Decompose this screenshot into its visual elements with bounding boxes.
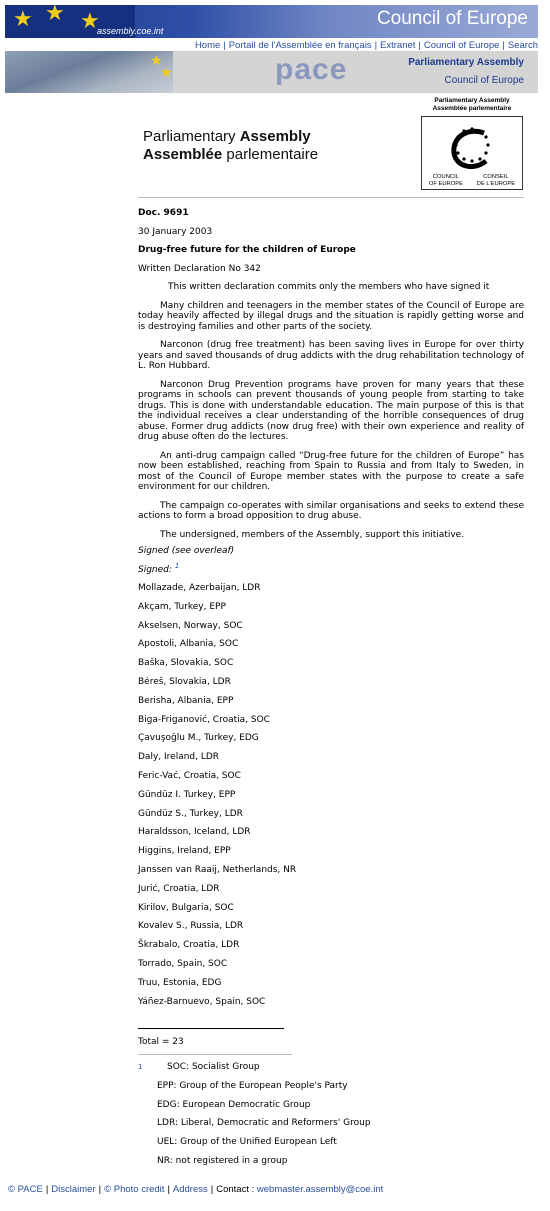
top-nav: Home | Portail de l'Assemblée en français | Extranet | Council of Europe | Search bbox=[194, 40, 538, 51]
commit-note: This written declaration commits only the members who have signed it bbox=[168, 282, 490, 292]
hemicycle-photo bbox=[5, 51, 173, 93]
coe-emblem: COUNCIL OF EUROPE CONSEIL DE L'EUROPE bbox=[421, 116, 523, 190]
total-divider bbox=[138, 1019, 284, 1029]
signatory-item: Berisha, Albania, EPP bbox=[138, 695, 234, 706]
pace-banner-assembly: Parliamentary Assembly bbox=[408, 57, 524, 68]
signatory-item: Apostoli, Albania, SOC bbox=[138, 639, 239, 650]
footnote-link[interactable]: 1 bbox=[174, 561, 180, 570]
paragraph: An anti-drug campaign called “Drug-free future for the children of Europe” has now been established, reaching from Spain to Russia and from Italy to Sweden, in most of the Council of Europe member states with the purpose to create a safe environment for our children. bbox=[138, 450, 524, 492]
signed-label: Signed: $^1$ bbox=[138, 561, 180, 575]
doc-date: 30 January 2003 bbox=[138, 226, 213, 237]
document-body bbox=[138, 208, 524, 1055]
coe-logo-header2: Assemblée parlementaire bbox=[432, 105, 512, 112]
paragraph: Narconon Drug Prevention programs have proven for many years that these programs in schools can prevent thousands of young people from starting to take drugs. This is done with understandable education. The main purpose of this is that the individual receives a clear understanding of the horrible consequences of drug abuse. Former drug addicts (now drug free) with their own experience and reality of drug abuse often do the lectures. bbox=[138, 379, 524, 442]
signatory-item: Gündüz I. Turkey, EPP bbox=[138, 789, 236, 800]
footnote-divider bbox=[138, 1054, 292, 1055]
pace-logo-text: pace bbox=[275, 53, 348, 86]
footnote-item: LDR: Liberal, Democratic and Reformers' Group bbox=[157, 1118, 371, 1129]
signatory-item: Akselsen, Norway, SOC bbox=[138, 620, 243, 631]
signatory-item: Škrabalo, Croatia, LDR bbox=[138, 940, 240, 951]
signatory-item: Kovalev S., Russia, LDR bbox=[138, 921, 244, 932]
star-icon: ★ bbox=[150, 53, 163, 69]
footnote-item: UEL: Group of the Unified European Left bbox=[157, 1137, 337, 1148]
footnote-list bbox=[138, 1062, 524, 1175]
footnotes bbox=[138, 1062, 524, 1175]
nav-extranet-link[interactable]: Extranet bbox=[380, 40, 416, 51]
signed-overleaf: Signed (see overleaf) bbox=[138, 546, 235, 556]
header-divider bbox=[138, 197, 524, 198]
signatory-item: Higgins, Ireland, EPP bbox=[138, 846, 231, 857]
star-icon: ★ bbox=[13, 7, 33, 32]
nav-portail-link[interactable]: Portail de l'Assemblée en français bbox=[228, 40, 372, 51]
footnote-item: EPP: Group of the European People's Party bbox=[157, 1080, 348, 1091]
pace-banner-coe: Council of Europe bbox=[444, 75, 524, 86]
signatory-item: Baška, Slovakia, SOC bbox=[138, 658, 234, 669]
signatory-item: Çavuşoğlu M., Turkey, EDG bbox=[138, 733, 259, 744]
footnote-item: SOC: Socialist Group bbox=[167, 1062, 260, 1072]
signatory-list bbox=[138, 583, 524, 1015]
doc-title: Drug-free future for the children of Europe bbox=[138, 245, 356, 255]
site-name[interactable]: assembly.coe.int bbox=[97, 26, 164, 36]
nav-coe-link[interactable]: Council of Europe bbox=[423, 40, 500, 51]
signatory-item: Gündüz S., Turkey, LDR bbox=[138, 808, 243, 819]
signatory-item: Kirilov, Bulgaria, SOC bbox=[138, 902, 234, 913]
signatory-item: Béreš, Slovakia, LDR bbox=[138, 676, 231, 687]
paragraph: Many children and teenagers in the member states of the Council of Europe are today heavily affected by illegal drugs and the situation is rapidly getting worse and is destroying families and other parts of the society. bbox=[138, 300, 524, 332]
signatory-item: Akçam, Turkey, EPP bbox=[138, 601, 226, 612]
star-icon: ★ bbox=[80, 9, 100, 34]
footnote-mark: 1 bbox=[138, 1063, 143, 1071]
star-icon: ★ bbox=[45, 5, 65, 26]
footer-photo-credit-link[interactable]: © Photo credit bbox=[104, 1184, 165, 1195]
paragraph: The campaign co-operates with similar organisations and seeks to extend these actions to form a broad opposition to drug abuse. bbox=[138, 500, 524, 521]
undersigned-statement: The undersigned, members of the Assembly, support this initiative. bbox=[160, 529, 465, 540]
signatory-item: Mollazade, Azerbaijan, LDR bbox=[138, 583, 261, 593]
star-icon: ★ bbox=[160, 65, 173, 81]
signatory-item: Jurić, Croatia, LDR bbox=[138, 883, 220, 894]
coe-logo-header1: Parliamentary Assembly bbox=[434, 97, 510, 104]
signatory-item: Truu, Estonia, EDG bbox=[138, 977, 222, 988]
signatory-item: Biga-Friganović, Croatia, SOC bbox=[138, 714, 270, 725]
pace-banner bbox=[5, 51, 538, 93]
footer: © PACE | Disclaimer | © Photo credit | Address | Contact : webmaster.assembly@coe.int bbox=[8, 1184, 384, 1195]
total-count: Total = 23 bbox=[138, 1037, 184, 1048]
banner-title: Council of Europe bbox=[376, 8, 528, 29]
nav-home-link[interactable]: Home bbox=[194, 40, 221, 51]
footer-pace-link[interactable]: © PACE bbox=[8, 1184, 43, 1195]
footer-address-link[interactable]: Address bbox=[172, 1184, 208, 1195]
signatory-item: Janssen van Raaij, Netherlands, NR bbox=[138, 864, 297, 875]
footnote-item: EDG: European Democratic Group bbox=[157, 1099, 311, 1110]
doc-number: Doc. 9691 bbox=[138, 208, 189, 218]
footer-contact-label: Contact : bbox=[216, 1184, 255, 1195]
assembly-wordmark: Parliamentary Assembly Assemblée parlementaire bbox=[143, 128, 319, 163]
signatory-item: Daly, Ireland, LDR bbox=[138, 752, 220, 763]
signatory-item: Haraldsson, Iceland, LDR bbox=[138, 827, 251, 838]
paragraph: Narconon (drug free treatment) has been saving lives in Europe for over thirty years and saved thousands of drug addicts with the drug rehabilitation technology of L. Ron Hubbard. bbox=[138, 340, 524, 371]
footer-email-link[interactable]: webmaster.assembly@coe.int bbox=[256, 1184, 384, 1195]
declaration-number: Written Declaration No 342 bbox=[138, 263, 261, 274]
signatory-item: Feric-Vać, Croatia, SOC bbox=[138, 770, 241, 781]
signatory-item: Yáñez-Barnuevo, Spain, SOC bbox=[138, 996, 266, 1007]
nav-search-link[interactable]: Search bbox=[507, 40, 538, 51]
footer-disclaimer-link[interactable]: Disclaimer bbox=[51, 1184, 96, 1195]
signatory-item: Torrado, Spain, SOC bbox=[138, 958, 228, 969]
coe-logo bbox=[420, 97, 524, 190]
footnote-item: NR: not registered in a group bbox=[157, 1155, 288, 1166]
top-banner bbox=[5, 5, 538, 38]
